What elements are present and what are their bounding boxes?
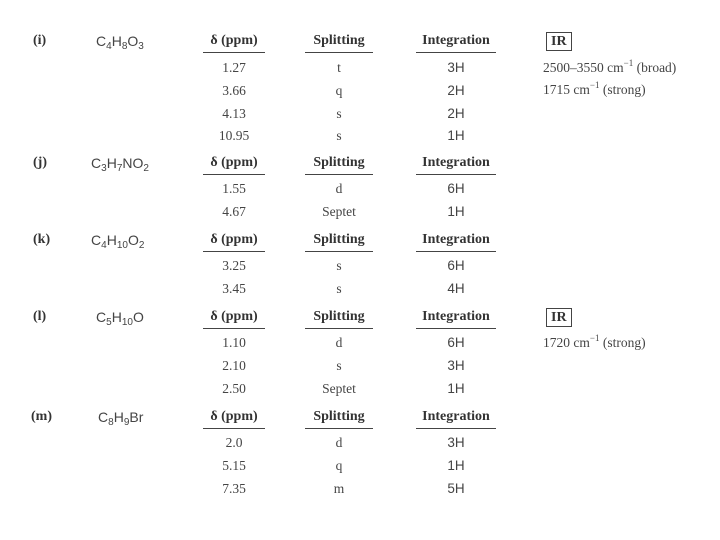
integration-value: 1H (447, 204, 465, 219)
ir-entry: 1720 $cm^{-1}$ (strong) (543, 333, 646, 350)
splitting-header: Splitting (305, 155, 373, 175)
problem-label: (k) (33, 232, 51, 247)
integration-value: 4H (447, 281, 465, 296)
integration-value: 6H (447, 258, 465, 273)
splitting-value: Septet (322, 381, 356, 396)
delta-header: δ (ppm) (203, 309, 265, 329)
integration-value: 1H (447, 381, 465, 396)
integration-header: Integration (416, 33, 496, 53)
splitting-header: Splitting (305, 33, 373, 53)
delta-value: 3.45 (222, 281, 246, 296)
delta-value: 7.35 (222, 481, 246, 496)
delta-value: 3.66 (222, 83, 246, 98)
integration-value: 2H (447, 83, 465, 98)
delta-value: 2.50 (222, 381, 246, 396)
integration-value: 3H (447, 435, 465, 450)
splitting-value: t (337, 60, 341, 75)
delta-value: 3.25 (222, 258, 246, 273)
splitting-header: Splitting (305, 309, 373, 329)
splitting-value: Septet (322, 204, 356, 219)
integration-value: 2H (447, 106, 465, 121)
ir-entry: 1715 $cm^{-1}$ (strong) (543, 80, 646, 97)
ir-label-box: IR (546, 308, 572, 327)
integration-value: 1H (447, 458, 465, 473)
delta-value: 1.27 (222, 60, 246, 75)
delta-header: δ (ppm) (203, 232, 265, 252)
integration-header: Integration (416, 309, 496, 329)
integration-value: 6H (447, 335, 465, 350)
splitting-header: Splitting (305, 409, 373, 429)
delta-value: 2.0 (225, 435, 243, 450)
splitting-value: d (335, 181, 343, 196)
delta-header: δ (ppm) (203, 409, 265, 429)
splitting-value: s (336, 128, 342, 143)
molecular-formula: $C_4H_8O_3$ (96, 33, 144, 52)
integration-value: 3H (447, 358, 465, 373)
splitting-value: q (335, 83, 343, 98)
splitting-value: q (335, 458, 343, 473)
integration-header: Integration (416, 409, 496, 429)
delta-value: 5.15 (222, 458, 246, 473)
delta-header: δ (ppm) (203, 33, 265, 53)
splitting-value: s (336, 106, 342, 121)
molecular-formula: $C_3H_7NO_2$ (91, 155, 149, 174)
integration-value: 1H (447, 128, 465, 143)
splitting-value: s (336, 358, 342, 373)
molecular-formula: $C_4H_{10}O_2$ (91, 232, 145, 251)
delta-value: 2.10 (222, 358, 246, 373)
delta-header: δ (ppm) (203, 155, 265, 175)
splitting-value: s (336, 258, 342, 273)
ir-label-box: IR (546, 32, 572, 51)
problem-label: (l) (33, 309, 47, 324)
delta-value: 4.13 (222, 106, 246, 121)
ir-entry: 2500–3550 $cm^{-1}$ (broad) (543, 58, 677, 75)
delta-value: 10.95 (218, 128, 250, 143)
splitting-header: Splitting (305, 232, 373, 252)
integration-value: 5H (447, 481, 465, 496)
problem-label: (m) (31, 409, 52, 424)
delta-value: 1.10 (222, 335, 246, 350)
splitting-value: d (335, 435, 343, 450)
delta-value: 4.67 (222, 204, 246, 219)
problem-label: (i) (33, 33, 47, 48)
integration-value: 6H (447, 181, 465, 196)
integration-header: Integration (416, 232, 496, 252)
problem-label: (j) (33, 155, 47, 170)
splitting-value: m (333, 481, 345, 496)
molecular-formula: $C_5H_{10}O$ (96, 309, 144, 328)
molecular-formula: $C_8H_9Br$ (98, 409, 144, 428)
integration-header: Integration (416, 155, 496, 175)
splitting-value: d (335, 335, 343, 350)
splitting-value: s (336, 281, 342, 296)
delta-value: 1.55 (222, 181, 246, 196)
integration-value: 3H (447, 60, 465, 75)
